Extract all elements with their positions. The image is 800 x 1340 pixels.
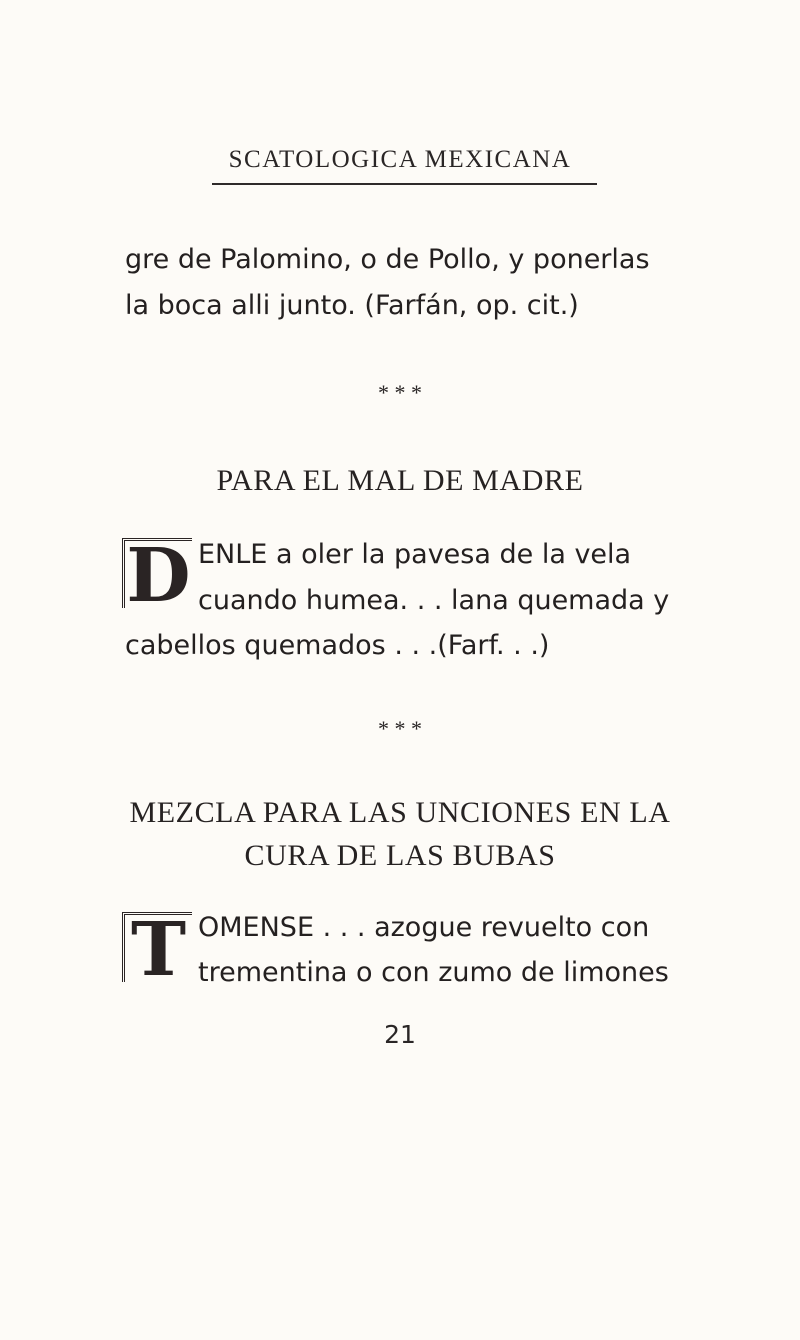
section-heading-mal-de-madre: PARA EL MAL DE MADRE — [216, 464, 584, 497]
drop-cap-d: D — [122, 538, 192, 608]
section-heading-mezcla-line-2: CURA DE LAS BUBAS — [244, 839, 556, 872]
header-rule — [212, 183, 597, 185]
section1-line-1: ENLE a oler la pavesa de la vela — [198, 539, 632, 570]
section2-line-1: OMENSE . . . azogue revuelto con — [198, 912, 650, 943]
separator-asterisks-2: * * * — [378, 716, 422, 741]
running-head: SCATOLOGICA MEXICANA — [228, 146, 572, 173]
page-number: 21 — [384, 1020, 416, 1049]
separator-asterisks-1: * * * — [378, 380, 422, 405]
continuation-line-2: la boca alli junto. (Farfán, op. cit.) — [125, 290, 579, 321]
section1-line-2: cuando humea. . . lana quemada y — [198, 585, 670, 616]
drop-cap-t: T — [122, 912, 192, 982]
section-heading-mezcla-line-1: MEZCLA PARA LAS UNCIONES EN LA — [129, 796, 671, 829]
continuation-line-1: gre de Palomino, o de Pollo, y ponerlas — [125, 244, 650, 275]
section1-line-3: cabellos quemados . . .(Farf. . .) — [125, 630, 550, 661]
section2-line-2: trementina o con zumo de limones — [198, 957, 669, 988]
